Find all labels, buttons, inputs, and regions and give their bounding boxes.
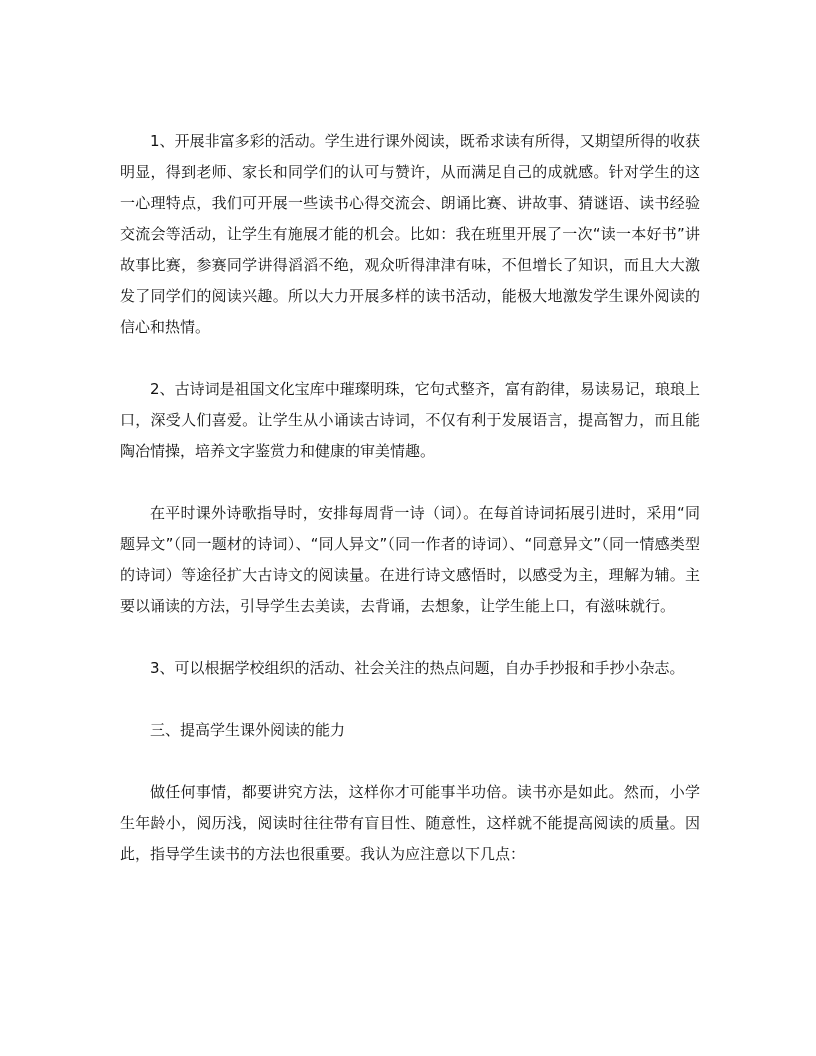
paragraph-reading-methods: 做任何事情，都要讲究方法，这样你才可能事半功倍。读书亦是如此。然而，小学生年龄小，阅历浅，阅读时往往带有盲目性、随意性，这样就不能提高阅读的质量。因此，指导学生读书的方法也很重要。我认为应注意以下几点：: [120, 783, 700, 863]
paragraph-poetry-guidance: 在平时课外诗歌指导时，安排每周背一诗（词）。在每首诗词拓展引进时，采用“同题异文”（同一题材的诗词）、“同人异文”（同一作者的诗词）、“同意异文”（同一情感类型的诗词）等途径扩大古诗文的阅读量。在进行诗文感悟时，以感受为主，理解为辅。主要以诵读的方法，引导学生去美读，去背诵，去想象，让学生能上口，有滋味就行。: [120, 504, 700, 615]
paragraph-handwritten-newspaper: 3、可以根据学校组织的活动、社会关注的热点问题，自办手抄报和手抄小杂志。: [150, 659, 685, 677]
section-heading: 三、提高学生课外阅读的能力: [150, 721, 346, 739]
paragraph-activities: 1、开展非富多彩的活动。学生进行课外阅读，既希求读有所得，又期望所得的收获明显，得到老师、家长和同学们的认可与赞许，从而满足自己的成就感。针对学生的这一心理特点，我们可开展一些读书心得交流会、朗诵比赛、讲故事、猜谜语、读书经验交流会等活动，让学生有施展才能的机会。比如：我在班里开展了一次“读一本好书”讲故事比赛，参赛同学讲得滔滔不绝，观众听得津津有味，不但增长了知识，而且大大激发了同学们的阅读兴趣。所以大力开展多样的读书活动，能极大地激发学生课外阅读的信心和热情。: [120, 132, 700, 336]
document-body: [120, 126, 700, 870]
paragraph-ancient-poetry: 2、古诗词是祖国文化宝库中璀璨明珠，它句式整齐，富有韵律，易读易记，琅琅上口，深受人们喜爱。让学生从小诵读古诗词，不仅有利于发展语言，提高智力，而且能陶冶情操，培养文字鉴赏力和健康的审美情趣。: [120, 380, 700, 460]
